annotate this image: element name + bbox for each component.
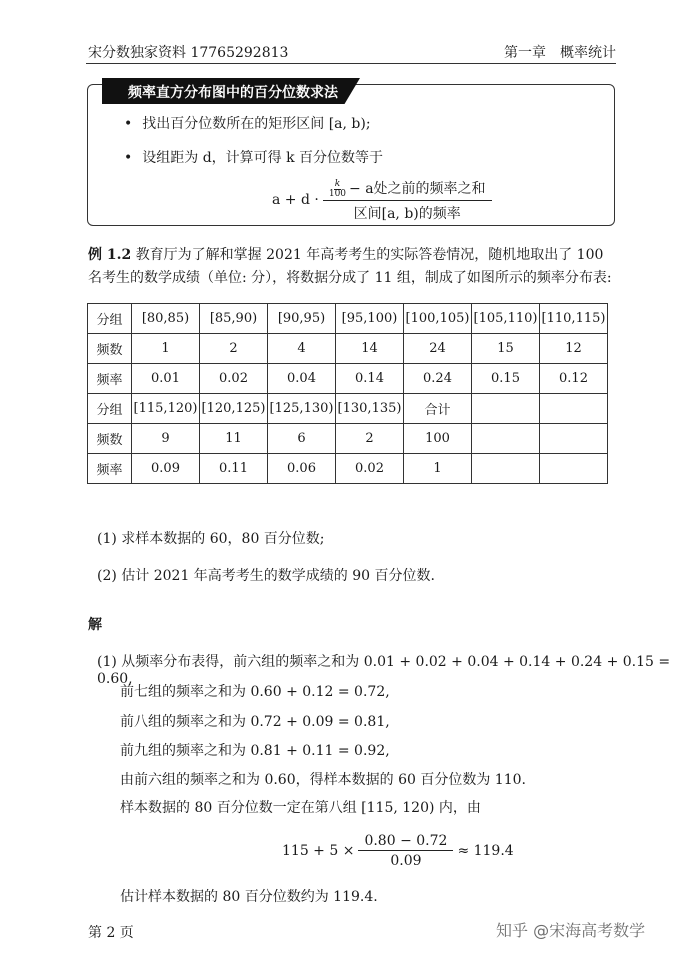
table-row-header: 频率 [88,364,132,394]
solution-conclusion: 估计样本数据的 80 百分位数约为 119.4. [120,889,378,905]
table-cell: 0.12 [540,364,608,394]
table-cell: 合计 [404,394,472,424]
table-cell: 0.02 [200,364,268,394]
table-cell: 15 [472,334,540,364]
bullet-dot: • [124,150,133,166]
table-cell: 11 [200,424,268,454]
table-cell: 100 [404,424,472,454]
example-label: 例 1.2 [88,247,132,263]
question-1: (1) 求样本数据的 60，80 百分位数; [97,531,325,547]
table-row [88,304,608,334]
table-cell: [130,135) [336,394,404,424]
solution-label: 解 [88,617,102,633]
solution-line-6: 样本数据的 80 百分位数一定在第八组 [115, 120) 内，由 [120,800,481,816]
header-left-text: 宋分数独家资料 17765292813 [88,45,289,61]
table-cell: [80,85) [132,304,200,334]
table-cell: 14 [336,334,404,364]
small-frac-num: k [334,178,341,189]
table-cell: 0.02 [336,454,404,484]
table-row-header: 分组 [88,304,132,334]
table-cell: 4 [268,334,336,364]
method-bullet-1-text: 找出百分位数所在的矩形区间 [a, b); [142,116,371,132]
formula-lead: a + d · [272,192,319,209]
example-paragraph [88,244,618,290]
table-cell: 1 [404,454,472,484]
small-frac-den: 100 [328,188,347,199]
formula-numerator [323,178,492,201]
table-row [88,424,608,454]
table-cell [540,454,608,484]
k-over-100 [329,180,346,199]
table-row [88,334,608,364]
table-cell: 0.24 [404,364,472,394]
table-cell: 2 [336,424,404,454]
formula-numerator-text: − a处之前的频率之和 [349,181,486,197]
method-bullet-2 [124,147,383,167]
table-row-header: 频率 [88,454,132,484]
page-number: 第 2 页 [88,925,134,941]
table-cell: 0.11 [200,454,268,484]
table-row [88,364,608,394]
table-cell [540,424,608,454]
method-bullet-1 [124,113,371,133]
table-cell: 0.06 [268,454,336,484]
table-cell: 6 [268,424,336,454]
table-row [88,394,608,424]
table-cell: 0.09 [132,454,200,484]
watermark: 知乎 @宋海高考数学 [496,921,646,940]
table-cell: [125,130) [268,394,336,424]
frequency-table [87,303,608,484]
table-cell: 1 [132,334,200,364]
table-cell: [110,115) [540,304,608,334]
example-text: 教育厅为了解和掌握 2021 年高考考生的实际答卷情况，随机地取出了 100 名考生的数学成绩（单位: 分），将数据分成了 11 组，制成了如图所示的频率分布表: [88,247,612,286]
method-box-title: 频率直方分布图中的百分位数求法 [128,85,338,101]
table-cell: [105,110) [472,304,540,334]
interp-fraction [358,833,453,869]
table-cell [472,454,540,484]
table-row-header: 频数 [88,424,132,454]
table-cell: 0.04 [268,364,336,394]
table-row-header: 分组 [88,394,132,424]
solution-line-4: 前九组的频率之和为 0.81 + 0.11 = 0.92, [120,743,390,759]
table-cell: [100,105) [404,304,472,334]
table-cell: [90,95) [268,304,336,334]
interp-lead: 115 + 5 × [282,843,355,859]
bullet-dot: • [124,116,133,132]
solution-line-1: (1) 从频率分布表得，前六组的频率之和为 0.01 + 0.02 + 0.04 + 0.14 + 0.24 + 0.15 = 0.60, [97,654,671,687]
interp-result: ≈ 119.4 [457,843,514,859]
interp-numerator: 0.80 − 0.72 [358,833,453,851]
table-cell [472,394,540,424]
method-bullet-2-text: 设组距为 d，计算可得 k 百分位数等于 [142,150,384,166]
percentile-formula [272,178,492,223]
solution-line-3: 前八组的频率之和为 0.72 + 0.09 = 0.81, [120,714,390,730]
table-row [88,454,608,484]
table-cell: [115,120) [132,394,200,424]
table-cell: 9 [132,424,200,454]
formula-denominator: 区间[a, b)的频率 [353,205,461,222]
formula-fraction [323,178,492,223]
question-2: (2) 估计 2021 年高考考生的数学成绩的 90 百分位数. [97,568,435,584]
header-divider [86,63,616,64]
table-cell: [95,100) [336,304,404,334]
table-cell: 12 [540,334,608,364]
chapter-title: 第一章 概率统计 [504,45,616,61]
interpolation-formula [282,833,514,869]
frequency-table-body [88,304,608,484]
table-cell: 2 [200,334,268,364]
table-cell [540,394,608,424]
table-cell: [120,125) [200,394,268,424]
table-cell: 0.01 [132,364,200,394]
table-cell: 24 [404,334,472,364]
table-cell: 0.15 [472,364,540,394]
table-cell: 0.14 [336,364,404,394]
solution-line-2: 前七组的频率之和为 0.60 + 0.12 = 0.72, [120,684,390,700]
table-row-header: 频数 [88,334,132,364]
solution-line-5: 由前六组的频率之和为 0.60，得样本数据的 60 百分位数为 110. [120,772,526,788]
table-cell [472,424,540,454]
table-cell: [85,90) [200,304,268,334]
interp-denominator: 0.09 [390,853,422,869]
